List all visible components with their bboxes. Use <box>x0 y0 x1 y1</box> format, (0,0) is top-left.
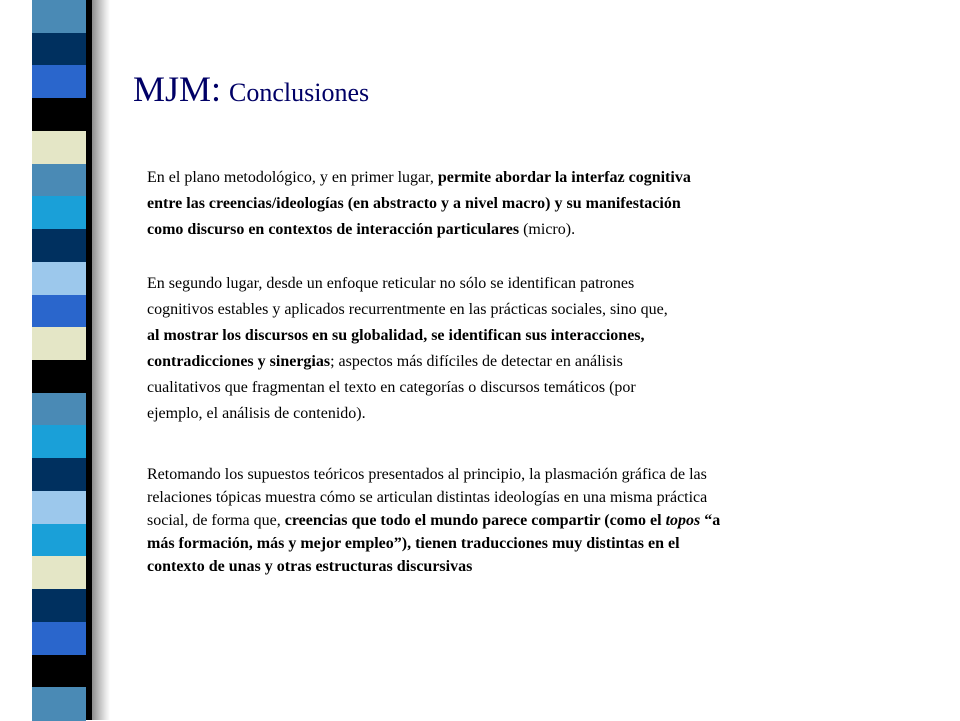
p3-line-3-text: social, de forma que, <box>147 512 285 529</box>
stripe-block <box>32 393 86 427</box>
p1-line-3 <box>147 217 837 243</box>
stripe-block <box>32 425 86 459</box>
stripe-block <box>32 65 86 99</box>
slide-title <box>133 70 369 110</box>
paragraph-1 <box>147 165 837 243</box>
decorative-stripe <box>0 0 110 720</box>
stripe-block <box>32 164 86 198</box>
p3-line-5-bold: contexto de unas y otras estructuras discursivas <box>147 558 473 575</box>
p2-line-4-bold: contradicciones y sinergias <box>147 353 331 370</box>
stripe-block <box>32 0 86 34</box>
stripe-block <box>32 458 86 492</box>
stripe-block <box>32 229 86 263</box>
p2-line-3 <box>147 323 837 349</box>
stripe-block <box>32 491 86 525</box>
p3-line-4-bold: más formación, más y mejor empleo”), tienen traducciones muy distintas en el <box>147 535 680 552</box>
p1-line-1-text: En el plano metodológico, y en primer lugar, <box>147 169 438 186</box>
stripe-block <box>32 524 86 558</box>
stripe-block <box>32 589 86 623</box>
stripe-block <box>32 295 86 329</box>
stripe-block <box>32 131 86 165</box>
p2-line-4-text: ; aspectos más difíciles de detectar en análisis <box>330 353 623 370</box>
title-main: MJM: <box>133 69 222 109</box>
p1-line-3-text: (micro). <box>519 221 576 238</box>
p2-line-6: ejemplo, el análisis de contenido). <box>147 405 366 422</box>
p1-line-2-bold: entre las creencias/ideologías (en abstracto y a nivel macro) y su manifestación <box>147 195 681 212</box>
p3-line-3-bold-end: “a <box>700 512 721 529</box>
title-sub: Conclusiones <box>229 78 370 107</box>
p2-line-2: cognitivos estables y aplicados recurrentmente en las prácticas sociales, sino que, <box>147 301 668 318</box>
p3-line-5 <box>147 555 837 578</box>
p3-line-2: relaciones tópicas muestra cómo se articulan distintas ideologías en una misma práctica <box>147 489 708 506</box>
stripe-blocks <box>32 0 86 720</box>
stripe-block <box>32 687 86 721</box>
stripe-block <box>32 360 86 394</box>
p3-line-3 <box>147 509 837 532</box>
p1-line-1-bold: permite abordar la interfaz cognitiva <box>437 169 691 186</box>
stripe-block <box>32 327 86 361</box>
stripe-block <box>32 556 86 590</box>
stripe-block <box>32 33 86 67</box>
p2-line-3-bold: al mostrar los discursos en su globalidad, se identifican sus interacciones, <box>147 327 645 344</box>
p3-line-3-bold: creencias que todo el mundo parece compartir (como el <box>284 512 666 529</box>
p2-line-4 <box>147 349 837 375</box>
stripe-block <box>32 262 86 296</box>
p2-line-5: cualitativos que fragmentan el texto en categorías o discursos temáticos (por <box>147 379 636 396</box>
paragraph-3 <box>147 463 837 578</box>
p3-line-4 <box>147 532 837 555</box>
stripe-shadow <box>92 0 110 720</box>
p2-line-1: En segundo lugar, desde un enfoque reticular no sólo se identifican patrones <box>147 275 635 292</box>
p3-line-1: Retomando los supuestos teóricos presentados al principio, la plasmación gráfica de las <box>147 466 707 483</box>
p3-line-3-italic: topos <box>665 512 701 529</box>
stripe-block <box>32 196 86 230</box>
p1-line-3-bold: como discurso en contextos de interacción particulares <box>147 221 520 238</box>
p1-line-2 <box>147 191 837 217</box>
stripe-block <box>32 98 86 132</box>
stripe-block <box>32 622 86 656</box>
p1-line-1 <box>147 165 837 191</box>
paragraph-2 <box>147 271 837 427</box>
stripe-block <box>32 655 86 689</box>
